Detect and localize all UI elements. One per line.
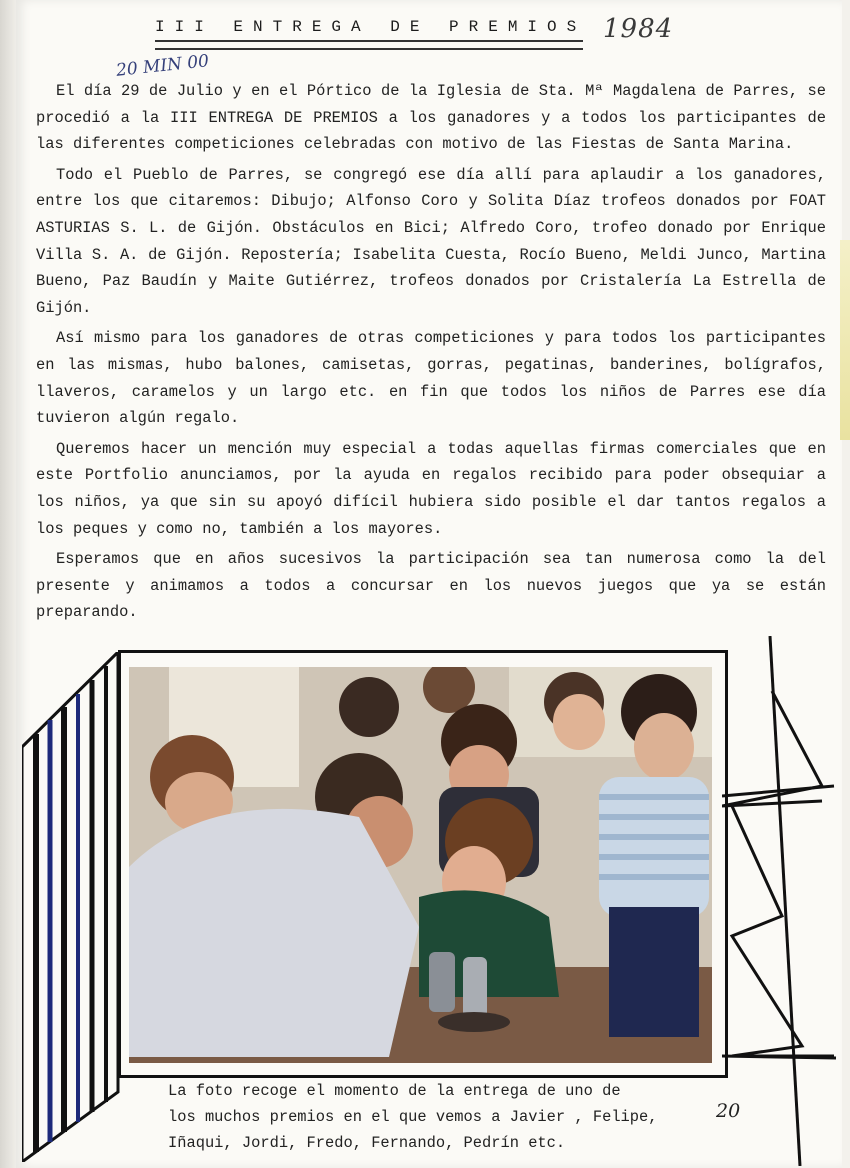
caption-line-2: los muchos premios en el que vemos a Javier , Felipe,	[168, 1108, 658, 1126]
handwritten-date: 20 MIN 00	[115, 51, 210, 81]
title-underline	[155, 40, 583, 50]
decorative-zigzag-right	[722, 636, 842, 1166]
page-binding	[0, 0, 16, 1168]
caption-line-1: La foto recoge el momento de la entrega de uno de	[168, 1082, 621, 1100]
page-edge-tab	[840, 240, 850, 440]
photo-frame	[118, 650, 728, 1078]
decorative-stripes-left	[22, 652, 120, 1162]
article-body	[36, 78, 826, 630]
paragraph-2: Todo el Pueblo de Parres, se congregó ese día allí para aplaudir a los ganadores, entre los que citaremos: Dibujo; Alfonso Coro y Solita Díaz trofeos donados por FOAT ASTURIAS S. L. de Gijón. Obstáculos en Bici; Alfredo Coro, trofeo donado por Enrique Villa S. A. de Gijón. Repostería; Isabelita Cuesta, Rocío Bueno, Meldi Junco, Martina Bueno, Paz Baudín y Maite Gutiérrez, trofeos donados por Cristalería La Estrella de Gijón.	[36, 165, 826, 317]
photo-caption	[168, 1078, 728, 1156]
paragraph-5: Esperamos que en años sucesivos la participación sea tan numerosa como la del presente y animamos a todos a concursar en los nuevos juegos que ya se están preparando.	[36, 550, 826, 622]
caption-line-3: Iñaqui, Jordi, Fredo, Fernando, Pedrín etc.	[168, 1134, 566, 1152]
award-ceremony-photo	[129, 667, 712, 1063]
page-title: III ENTREGA DE PREMIOS	[155, 18, 587, 36]
handwritten-year: 1984	[603, 14, 674, 44]
paragraph-4: Queremos hacer un mención muy especial a todas aquellas firmas comerciales que en este Portfolio anunciamos, por la ayuda en regalos recibido para poder obsequiar a los niños, ya que sin su apoyó difícil hubiera sido posible el dar tantos regalos a los peques y como no, también a los mayores.	[36, 439, 826, 538]
paragraph-1: El día 29 de Julio y en el Pórtico de la Iglesia de Sta. Mª Magdalena de Parres, se procedió a la III ENTREGA DE PREMIOS a los ganadores y a todos los participantes de las diferentes competiciones celebradas con motivo de las Fiestas de Santa Marina.	[36, 82, 826, 154]
page-number: 20	[716, 1100, 741, 1122]
paragraph-3: Así mismo para los ganadores de otras competiciones y para todos los participantes en las mismas, hubo balones, camisetas, gorras, pegatinas, banderines, bolígrafos, llaveros, caramelos y un largo etc. en fin que todos los niños de Parres ese día tuvieron algún regalo.	[36, 329, 826, 428]
